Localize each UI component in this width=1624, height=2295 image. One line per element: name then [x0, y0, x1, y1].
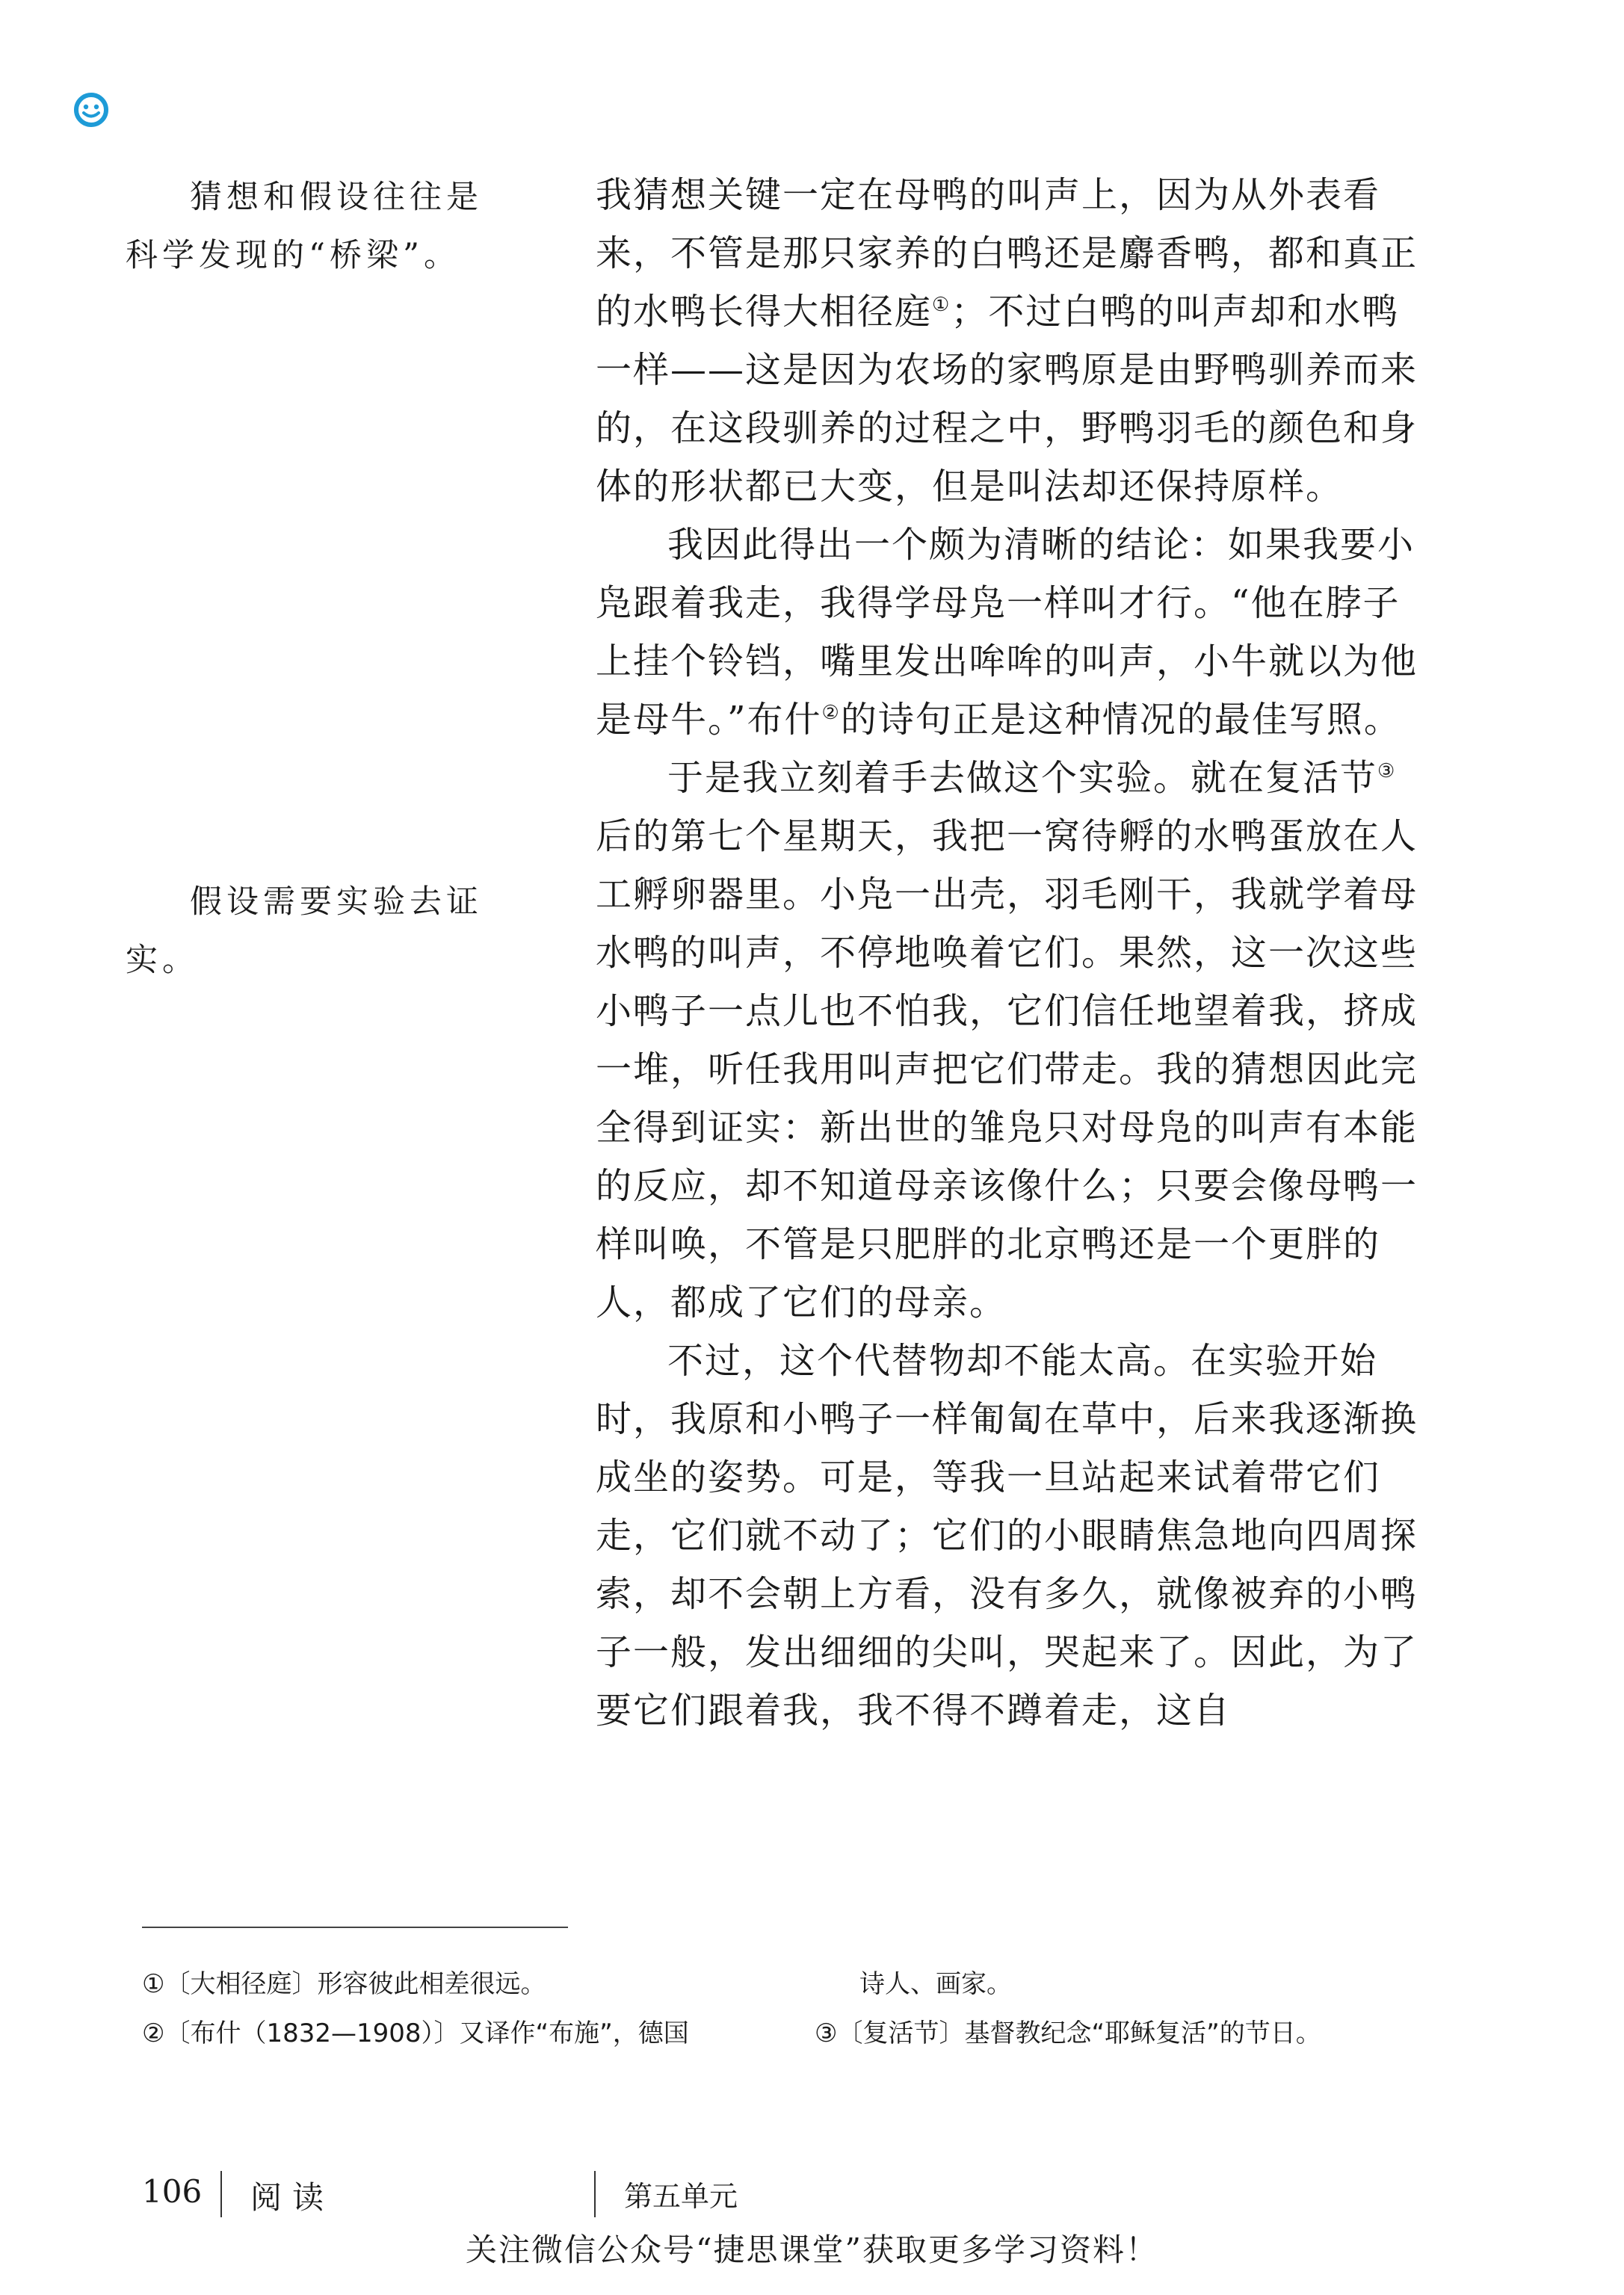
promo-text: 关注微信公众号“捷思课堂”获取更多学习资料！ [466, 2231, 1158, 2268]
footer-divider [220, 2171, 222, 2217]
section-label: 阅读 [250, 2179, 335, 2216]
paragraph-text: 不过，这个代替物却不能太高。在实验开始时，我原和小鸭子一样匍匐在草中，后来我逐渐换成坐的姿势。可是，等我一旦站起来试着带它们走，它们就不动了；它们的小眼睛焦急地向四周探索，却不会朝上方看，没有多久，就像被弃的小鸭子一般，发出细细的尖叫，哭起来了。因此，为了要它们跟着我，我不得不蹲着走，这自 [596, 1340, 1418, 1732]
margin-note-text: 假设需要实验去证实。 [126, 883, 483, 979]
body-text [596, 166, 1433, 1740]
margin-note [126, 873, 514, 989]
footnote: ①〔大相径庭〕形容彼此相差很远。 [142, 1969, 546, 1999]
paragraph-text: 的诗句正是这种情况的最佳写照。 [840, 699, 1401, 741]
footnotes-left [142, 1959, 689, 2058]
footer-divider [594, 2171, 596, 2217]
paragraph-text: 后的第七个星期天，我把一窝待孵的水鸭蛋放在人工孵卵器里。小凫一出壳，羽毛刚干，我就学着母水鸭的叫声，不停地唤着它们。果然，这一次这些小鸭子一点儿也不怕我，它们信任地望着我，挤成一堆，听任我用叫声把它们带走。我的猜想因此完全得到证实：新出世的雏凫只对母凫的叫声有本能的反应，却不知道母亲该像什么；只要会像母鸭一样叫唤，不管是只肥胖的北京鸭还是一个更胖的人，都成了它们的母亲。 [596, 815, 1418, 1323]
page-number: 106 [142, 2173, 203, 2210]
paragraph-text: ；不过白鸭的叫声却和水鸭一样——这是因为农场的家鸭原是由野鸭驯养而来的，在这段驯养的过程之中，野鸭羽毛的颜色和身体的形状都已大变，但是叫法却还保持原样。 [596, 291, 1418, 507]
footnote-divider [142, 1927, 568, 1928]
margin-note-text: 猜想和假设往往是科学发现的“桥梁”。 [126, 179, 483, 274]
paragraph-text: 我猜想关键一定在母鸭的叫声上，因为从外表看来，不管是那只家养的白鸭还是麝香鸭，都和真正的水鸭长得大相径庭 [596, 174, 1418, 333]
footnotes-right [815, 1959, 1321, 2058]
footnote: ③〔复活节〕基督教纪念“耶稣复活”的节日。 [815, 2018, 1321, 2048]
margin-note [126, 168, 514, 285]
paragraph [596, 749, 1433, 1332]
smiley-face-icon [72, 91, 110, 129]
paragraph [596, 1332, 1433, 1740]
footnote: ②〔布什（1832—1908）〕又译作“布施”，德国 [142, 2018, 689, 2048]
paragraph-text: 我因此得出一个颇为清晰的结论：如果我要小凫跟着我走，我得学母凫一样叫才行。“他在脖子上挂个铃铛，嘴里发出哞哞的叫声，小牛就以为他是母牛。”布什 [596, 524, 1418, 741]
footnote-continuation: 诗人、画家。 [859, 1969, 1012, 1999]
paragraph-text: 于是我立刻着手去做这个实验。就在复活节 [667, 757, 1378, 799]
paragraph [596, 516, 1433, 749]
paragraph [596, 166, 1433, 516]
footnote-marker: ② [821, 702, 841, 724]
footnote-marker: ③ [1377, 760, 1397, 782]
footnote-marker: ① [932, 294, 951, 316]
unit-label: 第五单元 [624, 2180, 738, 2213]
